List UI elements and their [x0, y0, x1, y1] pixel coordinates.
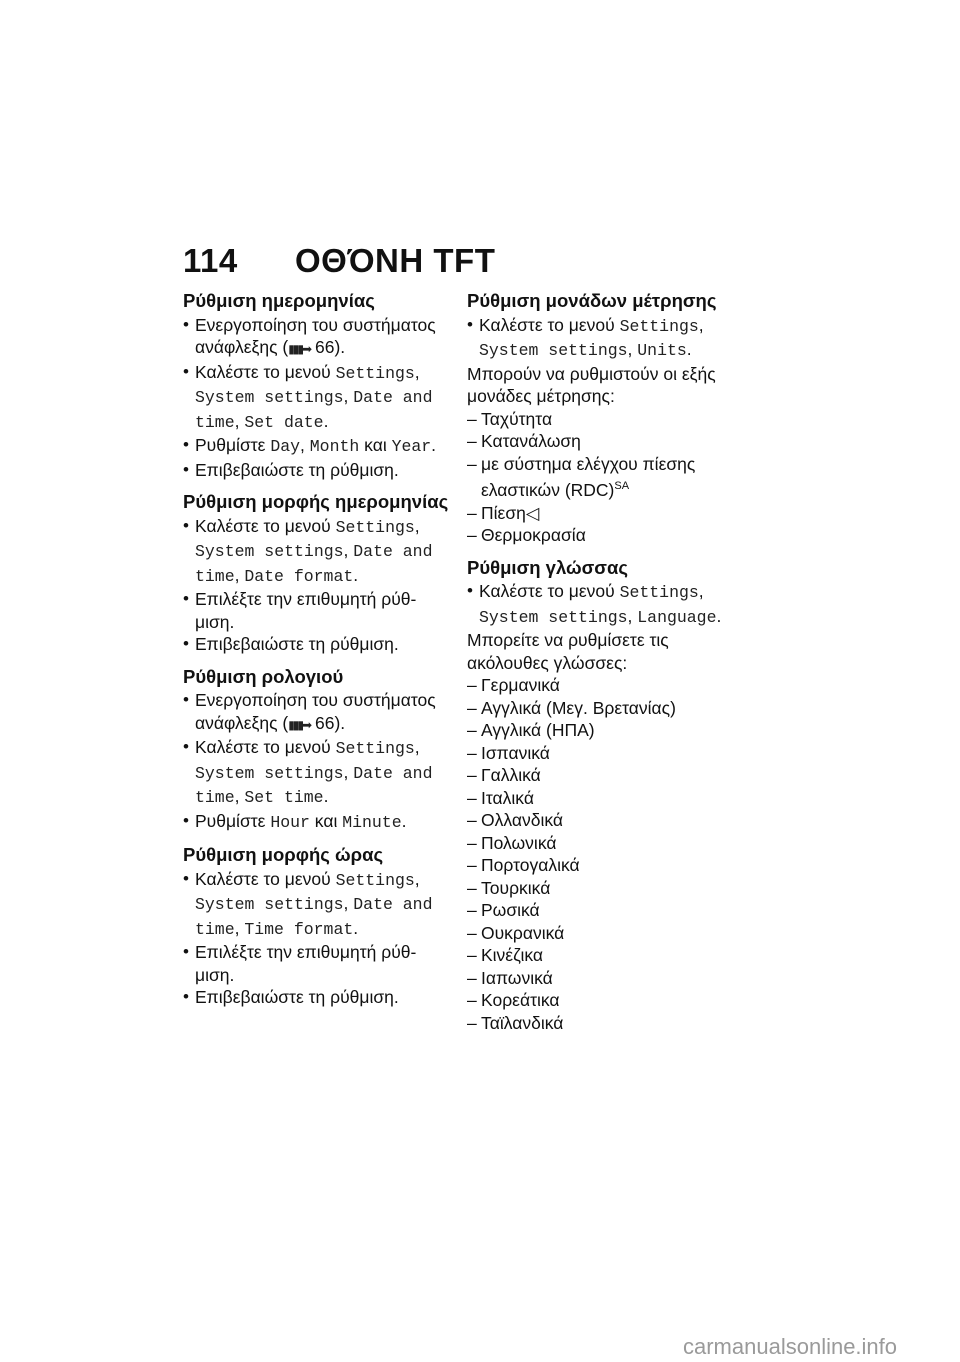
language-item: – Κορεάτικα — [467, 989, 742, 1012]
menu-path: System settings — [195, 895, 344, 914]
menu-path: Date and time — [195, 542, 433, 586]
list-item: • Επιβεβαιώστε τη ρύθμιση. — [183, 459, 455, 482]
list-item: – Πίεση◁ — [467, 502, 742, 525]
item-text: Ενεργοποίηση του συστήματος ανάφλεξης ( — [195, 690, 436, 733]
item-text: με σύστημα ελέγχου πίεσης ελαστικών (RDC) — [481, 453, 696, 500]
list-item: • Επιλέξτε την επιθυμητή ρύθ-μιση. — [183, 588, 455, 633]
menu-path: Set date — [244, 412, 324, 432]
language-item: – Γαλλικά — [467, 764, 742, 787]
language-item: – Ιαπωνικά — [467, 967, 742, 990]
language-item: – Πολωνικά — [467, 832, 742, 855]
item-text: Καλέστε το μενού — [479, 581, 620, 601]
menu-path: Settings — [335, 517, 415, 537]
list-item — [183, 689, 455, 736]
watermark: carmanualsonline.info — [683, 1334, 898, 1359]
section-set-date — [183, 290, 455, 481]
language-item: – Ολλανδικά — [467, 809, 742, 832]
page-ref-link[interactable]: 66 — [315, 337, 335, 357]
list-item: • Καλέστε το μενού Settings, System settings, Date and time, Set time. — [183, 736, 455, 810]
menu-path: System settings — [195, 388, 344, 407]
list-item: – Κατανάλωση — [467, 430, 742, 453]
menu-path: Settings — [335, 739, 415, 758]
page-number: 114 — [183, 242, 238, 279]
section-title: Ρύθμιση μορφής ημερομηνίας — [183, 491, 449, 512]
list-item: • Καλέστε το μενού Settings, System settings, Date and time, Set date. — [183, 361, 455, 435]
right-column — [467, 290, 742, 1044]
section-title: Ρύθμιση γλώσσας — [467, 556, 628, 578]
page-header — [183, 242, 495, 280]
menu-path: System settings — [195, 542, 344, 561]
item-text: ). — [334, 712, 346, 733]
menu-path: Date format — [244, 566, 354, 586]
language-item: – Ουκρανικά — [467, 922, 742, 945]
arrow-right-icon: ▮▮▮➡ — [288, 342, 311, 356]
item-text: Ενεργοποίηση του συστήματος ανάφλεξης ( — [195, 314, 436, 357]
list-item: – Θερμοκρασία — [467, 524, 742, 547]
menu-path: System settings — [479, 341, 628, 360]
item-text: Καλέστε το μενού — [195, 737, 336, 757]
list-item — [467, 453, 742, 502]
language-item: – Ρωσικά — [467, 899, 742, 922]
item-text: και — [309, 810, 343, 831]
menu-path: Units — [637, 341, 687, 360]
menu-path: Settings — [619, 316, 699, 336]
menu-path: Date and time — [195, 763, 433, 807]
list-item: • Ρυθμίστε Hour και Minute. — [183, 810, 455, 835]
page-ref-link[interactable]: 66 — [315, 712, 335, 733]
item-text: Καλέστε το μενού — [479, 314, 620, 335]
menu-option: Day — [270, 437, 301, 456]
menu-path: Time format — [244, 919, 354, 939]
section-units — [467, 290, 742, 547]
menu-path: Settings — [335, 363, 415, 383]
menu-option: Year — [391, 437, 432, 456]
menu-path: Set time — [244, 788, 324, 807]
item-text: και — [359, 435, 392, 455]
optional-equipment-badge: SA — [614, 480, 630, 492]
section-set-clock — [183, 666, 455, 835]
list-item: • Επιβεβαιώστε τη ρύθμιση. — [183, 633, 455, 656]
intro-text: Μπορείτε να ρυθμίσετε τις ακόλουθες γλώσσες: — [467, 630, 669, 673]
language-item: – Ισπανικά — [467, 742, 742, 765]
language-item: – Αγγλικά (Μεγ. Βρετανίας) — [467, 697, 742, 720]
intro-text: Μπορούν να ρυθμιστούν οι εξής μονάδες μέτρησης: — [467, 363, 716, 406]
menu-path: Date and time — [195, 388, 433, 432]
item-text: Καλέστε το μενού — [195, 361, 336, 382]
menu-path: Language — [637, 607, 717, 627]
list-item: • Καλέστε το μενού Settings, System settings, Units. — [467, 314, 742, 363]
arrow-right-icon: ▮▮▮➡ — [288, 717, 311, 732]
menu-option: Minute — [342, 812, 402, 832]
menu-path: Settings — [335, 870, 415, 890]
section-title: Ρύθμιση μορφής ώρας — [183, 844, 384, 865]
menu-option: Hour — [270, 812, 310, 832]
section-title: Ρύθμιση μονάδων μέτρησης — [467, 290, 717, 311]
language-item: – Ταϊλανδικά — [467, 1012, 742, 1035]
page-title: ΟΘΌΝΗ TFT — [295, 242, 496, 279]
language-item: – Αγγλικά (ΗΠΑ) — [467, 719, 742, 742]
list-item: • Επιλέξτε την επιθυμητή ρύθ-μιση. — [183, 941, 455, 986]
section-title: Ρύθμιση ρολογιού — [183, 665, 344, 687]
item-text: ). — [334, 337, 346, 357]
list-item: – Ταχύτητα — [467, 408, 742, 431]
menu-path: System settings — [195, 763, 344, 783]
menu-path: Settings — [619, 583, 699, 602]
language-item: – Γερμανικά — [467, 674, 742, 697]
list-item: • Καλέστε το μενού Settings, System settings, Language. — [467, 580, 742, 629]
section-title: Ρύθμιση ημερομηνίας — [183, 290, 375, 311]
list-item: • Ρυθμίστε Day, Month και Year. — [183, 434, 455, 459]
language-item: – Τουρκικά — [467, 877, 742, 900]
list-item: • Καλέστε το μενού Settings, System settings, Date and time, Date format. — [183, 515, 455, 589]
item-text: Ρυθμίστε — [195, 810, 271, 831]
item-text: Καλέστε το μενού — [195, 515, 336, 536]
language-item: – Ιταλικά — [467, 787, 742, 810]
section-time-format — [183, 844, 455, 1009]
language-item: – Κινέζικα — [467, 944, 742, 967]
section-language — [467, 557, 742, 1035]
menu-path: System settings — [479, 607, 628, 627]
menu-path: Date and time — [195, 895, 433, 939]
list-item — [183, 314, 455, 361]
list-item: • Καλέστε το μενού Settings, System settings, Date and time, Time format. — [183, 868, 455, 942]
section-date-format — [183, 491, 455, 656]
item-text: Ρυθμίστε — [195, 435, 271, 455]
list-item: • Επιβεβαιώστε τη ρύθμιση. — [183, 986, 455, 1009]
item-text: Καλέστε το μενού — [195, 868, 336, 889]
left-column — [183, 290, 455, 1019]
menu-option: Month — [309, 437, 360, 456]
language-item: – Πορτογαλικά — [467, 854, 742, 877]
